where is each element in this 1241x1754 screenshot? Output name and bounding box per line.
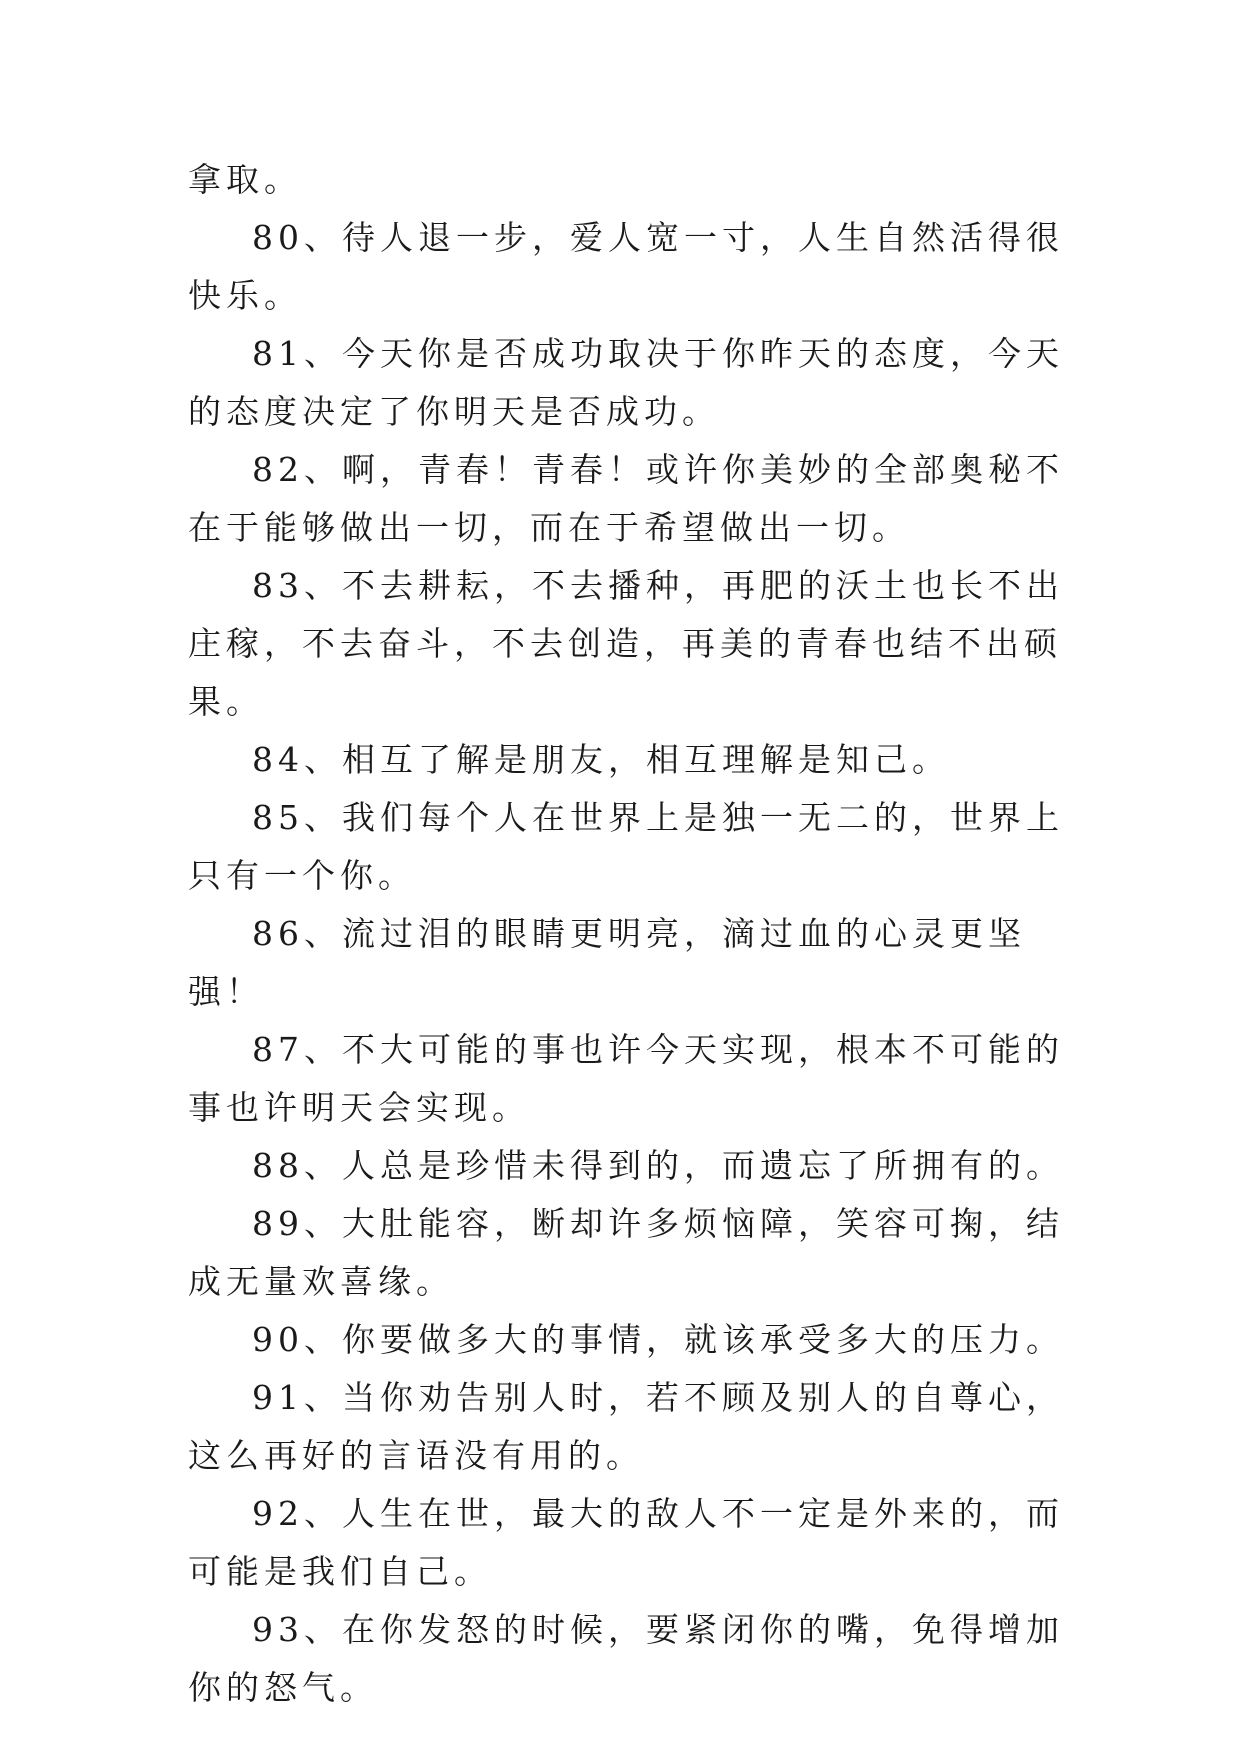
paragraph-81: 81、今天你是否成功取决于你昨天的态度，今天的态度决定了你明天是否成功。 [188, 334, 1064, 431]
paragraph-85: 85、我们每个人在世界上是独一无二的，世界上只有一个你。 [188, 798, 1064, 895]
paragraph-continuation: 拿取。 [188, 160, 302, 199]
paragraph-82: 82、啊，青春！青春！或许你美妙的全部奥秘不在于能够做出一切，而在于希望做出一切。 [188, 450, 1064, 547]
document-body [188, 151, 1068, 1717]
paragraph-84: 84、相互了解是朋友，相互理解是知己。 [252, 740, 950, 779]
paragraph-91: 91、当你劝告别人时，若不顾及别人的自尊心，这么再好的言语没有用的。 [188, 1378, 1064, 1475]
paragraph-87: 87、不大可能的事也许今天实现，根本不可能的事也许明天会实现。 [188, 1030, 1064, 1127]
paragraph-80: 80、待人退一步，爱人宽一寸，人生自然活得很快乐。 [188, 218, 1064, 315]
paragraph-88: 88、人总是珍惜未得到的，而遗忘了所拥有的。 [252, 1146, 1064, 1185]
paragraph-90: 90、你要做多大的事情，就该承受多大的压力。 [252, 1320, 1064, 1359]
paragraph-86: 86、流过泪的眼睛更明亮，滴过血的心灵更坚强！ [188, 914, 1026, 1011]
paragraph-93: 93、在你发怒的时候，要紧闭你的嘴，免得增加你的怒气。 [188, 1610, 1064, 1707]
paragraph-92: 92、人生在世，最大的敌人不一定是外来的，而可能是我们自己。 [188, 1494, 1064, 1591]
paragraph-89: 89、大肚能容，断却许多烦恼障，笑容可掬，结成无量欢喜缘。 [188, 1204, 1064, 1301]
paragraph-83: 83、不去耕耘，不去播种，再肥的沃土也长不出庄稼，不去奋斗，不去创造，再美的青春也结不出硕果。 [188, 566, 1064, 721]
